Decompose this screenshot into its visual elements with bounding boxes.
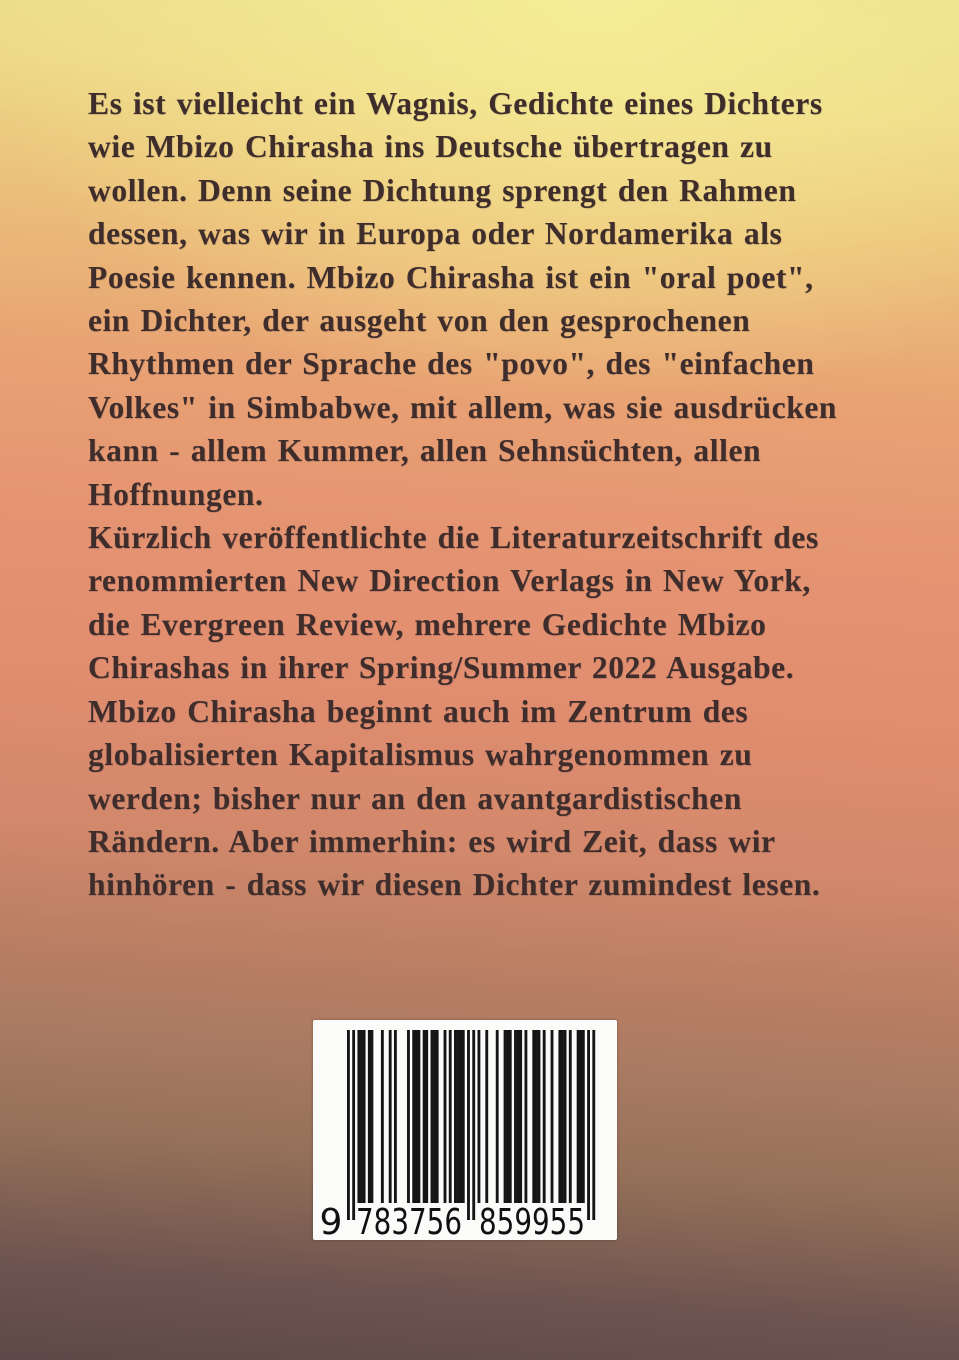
text-line: wie Mbizo Chirasha ins Deutsche übertragen zu — [88, 129, 773, 165]
text-line: Chirashas in ihrer Spring/Summer 2022 Ausgabe. — [88, 650, 795, 686]
barcode-graphic — [313, 1020, 617, 1240]
barcode-bars — [347, 1030, 595, 1220]
text-line: Volkes" in Simbabwe, mit allem, was sie ausdrücken — [88, 389, 838, 425]
text-line: Rhythmen der Sprache des "povo", des "einfachen — [88, 346, 815, 382]
text-line: ein Dichter, der ausgeht von den gesprochenen — [88, 303, 751, 339]
text-line: hinhören - dass wir diesen Dichter zumindest lesen. — [88, 867, 821, 903]
text-line: wollen. Denn seine Dichtung sprengt den Rahmen — [88, 172, 797, 208]
text-line: werden; bisher nur an den avantgardistischen — [88, 780, 742, 816]
barcode-digit-group-3: 859955 — [479, 1202, 585, 1240]
text-line: Rändern. Aber immerhin: es wird Zeit, dass wir — [88, 823, 776, 859]
text-line: dessen, was wir in Europa oder Nordamerika als — [88, 216, 783, 252]
text-line: die Evergreen Review, mehrere Gedichte Mbizo — [88, 606, 767, 642]
text-line: renommierten New Direction Verlags in New York, — [88, 563, 811, 599]
barcode-digit-group-1: 9 — [319, 1202, 343, 1240]
text-line: Es ist vielleicht ein Wagnis, Gedichte eines Dichters — [88, 86, 823, 121]
text-line: kann - allem Kummer, allen Sehnsüchten, allen — [88, 433, 762, 469]
text-line: globalisierten Kapitalismus wahrgenommen zu — [88, 737, 753, 773]
back-cover-blurb — [88, 82, 918, 907]
text-line: Mbizo Chirasha beginnt auch im Zentrum des — [88, 693, 749, 729]
text-line: Hoffnungen. — [88, 476, 264, 512]
text-line: Kürzlich veröffentlichte die Literaturzeitschrift des — [88, 520, 819, 556]
barcode-digit-group-2: 783756 — [356, 1202, 462, 1240]
isbn-barcode — [313, 1020, 617, 1240]
text-line: Poesie kennen. Mbizo Chirasha ist ein "oral poet", — [88, 259, 814, 295]
